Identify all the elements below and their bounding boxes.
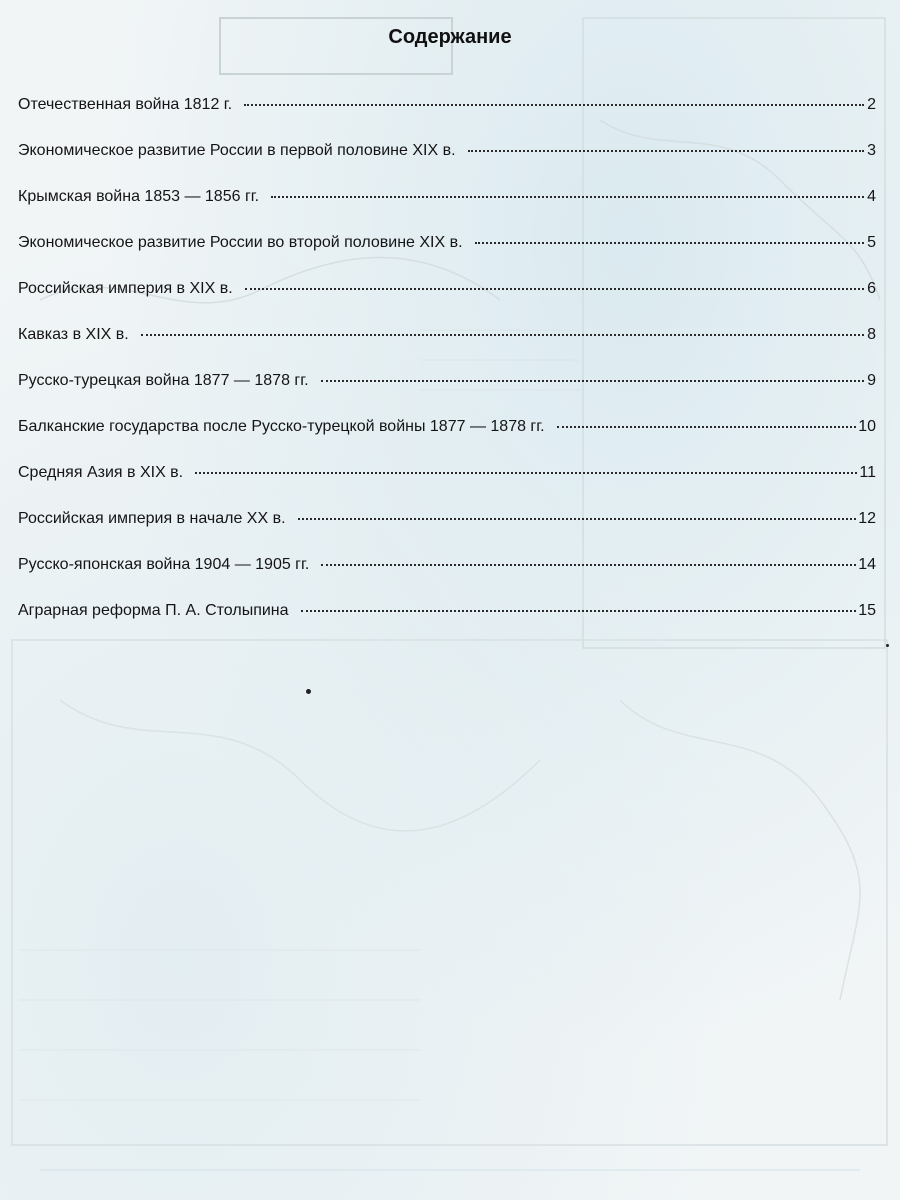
toc-dot-leader (244, 104, 864, 106)
toc-entry-page: 11 (859, 464, 876, 481)
toc-entry-page: 9 (867, 372, 876, 389)
toc-dot-leader (245, 288, 864, 290)
toc-dot-leader (141, 334, 864, 336)
toc-entry[interactable] (18, 280, 876, 326)
toc-entry[interactable] (18, 96, 876, 142)
toc-dot-leader (301, 610, 857, 612)
toc-entry[interactable] (18, 602, 876, 648)
toc-dot-leader (298, 518, 857, 520)
toc-entry-page: 12 (858, 510, 876, 527)
toc-dot-leader (557, 426, 857, 428)
toc-entry-title: Русско-турецкая война 1877 — 1878 гг. (18, 372, 309, 389)
toc-entry[interactable] (18, 142, 876, 188)
toc-entry-title: Кавказ в XIX в. (18, 326, 129, 343)
toc-dot-leader (321, 564, 856, 566)
toc-entry[interactable] (18, 234, 876, 280)
toc-entry-title: Средняя Азия в XIX в. (18, 464, 184, 481)
toc-entry-page: 4 (867, 188, 876, 205)
toc-entry-title: Российская империя в начале XX в. (18, 510, 286, 527)
toc-entry-title: Российская империя в XIX в. (18, 280, 233, 297)
toc-entry-title: Аграрная реформа П. А. Столыпина (18, 602, 289, 619)
toc-entry-title: Экономическое развитие России в первой половине XIX в. (18, 142, 456, 159)
toc-entry-title: Отечественная война 1812 г. (18, 96, 233, 113)
toc-dot-leader (195, 472, 857, 474)
print-speck (886, 644, 889, 647)
toc-entry[interactable] (18, 418, 876, 464)
toc-entry-page: 8 (867, 326, 876, 343)
toc-entry-page: 6 (867, 280, 876, 297)
toc-entry-title: Экономическое развитие России во второй половине XIX в. (18, 234, 463, 251)
toc-entry-title: Русско-японская война 1904 — 1905 гг. (18, 556, 310, 573)
toc-entry[interactable] (18, 510, 876, 556)
toc-dot-leader (271, 196, 864, 198)
toc-entry[interactable] (18, 372, 876, 418)
toc-entry[interactable] (18, 556, 876, 602)
toc-entry-title: Крымская война 1853 — 1856 гг. (18, 188, 260, 205)
toc-entry-title: Балканские государства после Русско-турецкой войны 1877 — 1878 гг. (18, 418, 545, 435)
toc-dot-leader (468, 150, 864, 152)
toc-entry-page: 5 (867, 234, 876, 251)
page-title: Содержание (388, 26, 512, 48)
toc-dot-leader (475, 242, 864, 244)
toc-entry-page: 14 (858, 556, 876, 573)
print-speck (306, 689, 311, 694)
toc-entry[interactable] (18, 326, 876, 372)
table-of-contents (18, 96, 876, 648)
toc-entry[interactable] (18, 188, 876, 234)
toc-entry-page: 3 (867, 142, 876, 159)
toc-entry-page: 10 (858, 418, 876, 435)
toc-entry-page: 2 (867, 96, 876, 113)
toc-entry-page: 15 (858, 602, 876, 619)
toc-dot-leader (321, 380, 864, 382)
toc-entry[interactable] (18, 464, 876, 510)
